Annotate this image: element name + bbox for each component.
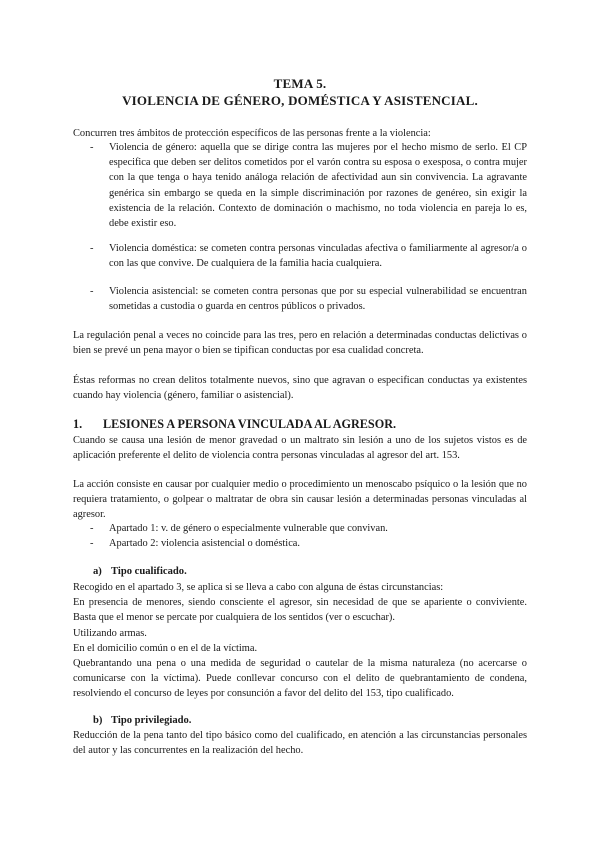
list-item-text: Violencia asistencial: se cometen contra personas que por su especial vulnerabilidad se encuentran sometidas a custodia o guarda en centros públicos o privados. xyxy=(109,286,527,313)
paragraph-accion: La acción consiste en causar por cualquier medio o procedimiento un menoscabo psíquico o la lesión que no requiera tratamiento, o golpear o maltratar de obra sin causar lesión a determinadas personas vinculadas al agresor. xyxy=(73,479,527,521)
text-line: En el domicilio común o en el de la víctima. xyxy=(73,642,258,654)
list-dash: - xyxy=(90,523,94,534)
subsection-title: Tipo privilegiado. xyxy=(111,715,192,726)
paragraph-tipo-privilegiado: Reducción de la pena tanto del tipo básico como del cualificado, en atención a las circunstancias personales del autor y las concurrentes en la realización del hecho. xyxy=(73,730,527,757)
page-title-number: TEMA 5. xyxy=(273,76,327,91)
subsection-heading-privilegiado xyxy=(93,715,191,726)
list-item-text: Apartado 2: violencia asistencial o doméstica. xyxy=(109,538,301,549)
list-dash: - xyxy=(90,538,94,549)
subsection-heading-cualificado xyxy=(93,566,187,577)
section-title: LESIONES A PERSONA VINCULADA AL AGRESOR. xyxy=(103,417,397,431)
section-heading-lesiones xyxy=(73,417,396,432)
text-line: Quebrantando una pena o una medida de seguridad o cautelar de la misma naturaleza (no acercarse o comunicarse con la víctima). Puede conllevar concurso con el delito de quebrantamiento de condena, resolviendo el concurso de leyes por consunción a favor del delito del 153, tipo cualificado. xyxy=(73,658,527,700)
paragraph-art-153: Cuando se causa una lesión de menor gravedad o un maltrato sin lesión a uno de los sujetos vistos es de aplicación preferente el delito de violencia contra personas vinculadas al agresor del art. 153. xyxy=(73,435,527,462)
list-item-text: Apartado 1: v. de género o especialmente vulnerable que convivan. xyxy=(109,523,388,534)
subsection-title: Tipo cualificado. xyxy=(111,566,187,577)
paragraph-reformas: Éstas reformas no crean delitos totalmente nuevos, sino que agravan o especifican conductas ya existentes cuando hay violencia (género, familiar o asistencial). xyxy=(73,375,527,402)
text-line: Recogido en el apartado 3, se aplica si se lleva a cabo con alguna de éstas circunstancias: xyxy=(73,582,444,593)
list-item-text: Violencia doméstica: se cometen contra personas vinculadas afectiva o familiarmente al agresor/a o con las que convive. De cualquiera de la familia hacia cualquiera. xyxy=(109,243,527,270)
list-item-text: Violencia de género: aquella que se dirige contra las mujeres por el hecho mismo de serlo. El CP especifica que deben ser delitos cometidos por el varón contra su esposa o exesposa, o contra mujer con la que tenga o haya tenido análoga relación de afectividad aun sin convivencia. La agravante genérica sin embargo se queda en la simple discriminación por razones de genéreo, sin exigir la existencia de la relación. Contexto de dominación o machismo, no toda violencia en pareja lo es, debe existir eso. xyxy=(109,142,527,230)
paragraph-regulacion: La regulación penal a veces no coincide para las tres, pero en relación a determinadas conductas delictivas o bien se prevé un pena mayor o bien se tipifican conductas por esa cualidad concreta. xyxy=(73,330,527,357)
list-dash: - xyxy=(90,286,94,297)
section-number: 1. xyxy=(73,417,83,431)
subsection-number: b) xyxy=(93,715,103,726)
intro-paragraph: Concurren tres ámbitos de protección específicos de las personas frente a la violencia: xyxy=(73,128,431,139)
subsection-number: a) xyxy=(93,566,102,577)
page-title: VIOLENCIA DE GÉNERO, DOMÉSTICA Y ASISTENCIAL. xyxy=(122,93,478,108)
list-dash: - xyxy=(90,243,94,254)
text-line: Utilizando armas. xyxy=(73,627,147,639)
tipo-cualificado-block xyxy=(73,580,527,702)
text-line: En presencia de menores, siendo consciente el agresor, sin necesidad de que se apariente o conviviente. Basta que el menor se percate por cualquiera de los sentidos (ver o escuchar). xyxy=(73,597,527,624)
list-dash: - xyxy=(90,142,94,153)
